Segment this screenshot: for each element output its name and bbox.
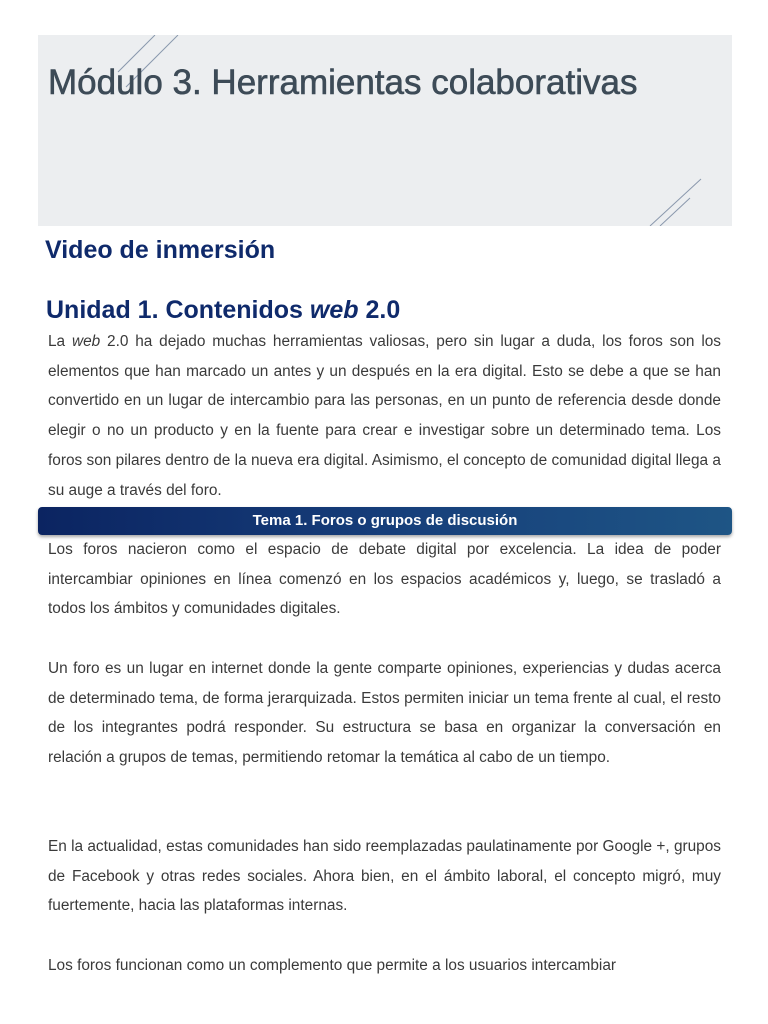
topic-header-bar: Tema 1. Foros o grupos de discusión	[38, 507, 732, 535]
unit-heading-prefix: Unidad 1. Contenidos	[46, 296, 310, 324]
unit-heading-suffix: 2.0	[358, 296, 401, 324]
body-paragraph: Los foros funcionan como un complemento que permite a los usuarios intercambiar	[48, 957, 617, 974]
page-title: Módulo 3. Herramientas colaborativas	[48, 63, 638, 102]
intro-text: 2.0 ha dejado muchas herramientas valiosas, pero sin lugar a duda, los foros son los elementos que han marcado un antes y un después en la era digital. Esto se debe a que se han convertido en un lugar de intercambio para las personas, en un punto de referencia desde donde elegir o no un producto y en la fuente para crear e investigar sobre un determinado tema. Los foros son pilares dentro de la nueva era digital. Asimismo, el concepto de comunidad digital llega a su auge a través del foro.	[48, 333, 721, 499]
immersion-video-heading: Video de inmersión	[45, 236, 276, 264]
unit-heading-italic: web	[309, 296, 359, 324]
body-paragraph: Los foros nacieron como el espacio de debate digital por excelencia. La idea de poder intercambiar opiniones en línea comenzó en los espacios académicos y, luego, se trasladó a todos los ámbitos y comunidades digitales.	[48, 541, 721, 618]
intro-paragraph	[48, 327, 721, 505]
decorative-line	[650, 179, 701, 226]
unit-heading	[46, 294, 400, 326]
intro-lead-italic: web	[71, 333, 101, 350]
module-banner	[38, 35, 732, 226]
intro-lead: La	[48, 333, 72, 350]
body-paragraph: Un foro es un lugar en internet donde la gente comparte opiniones, experiencias y dudas acerca de determinado tema, de forma jerarquizada. Estos permiten iniciar un tema frente al cual, el resto de los integrantes podrá responder. Su estructura se basa en organizar la conversación en relación a grupos de temas, permitiendo retomar la temática al cabo de un tiempo.	[48, 660, 721, 767]
body-paragraph: En la actualidad, estas comunidades han sido reemplazadas paulatinamente por Google +, grupos de Facebook y otras redes sociales. Ahora bien, en el ámbito laboral, el concepto migró, muy fuertemente, hacia las plataformas internas.	[48, 838, 721, 915]
